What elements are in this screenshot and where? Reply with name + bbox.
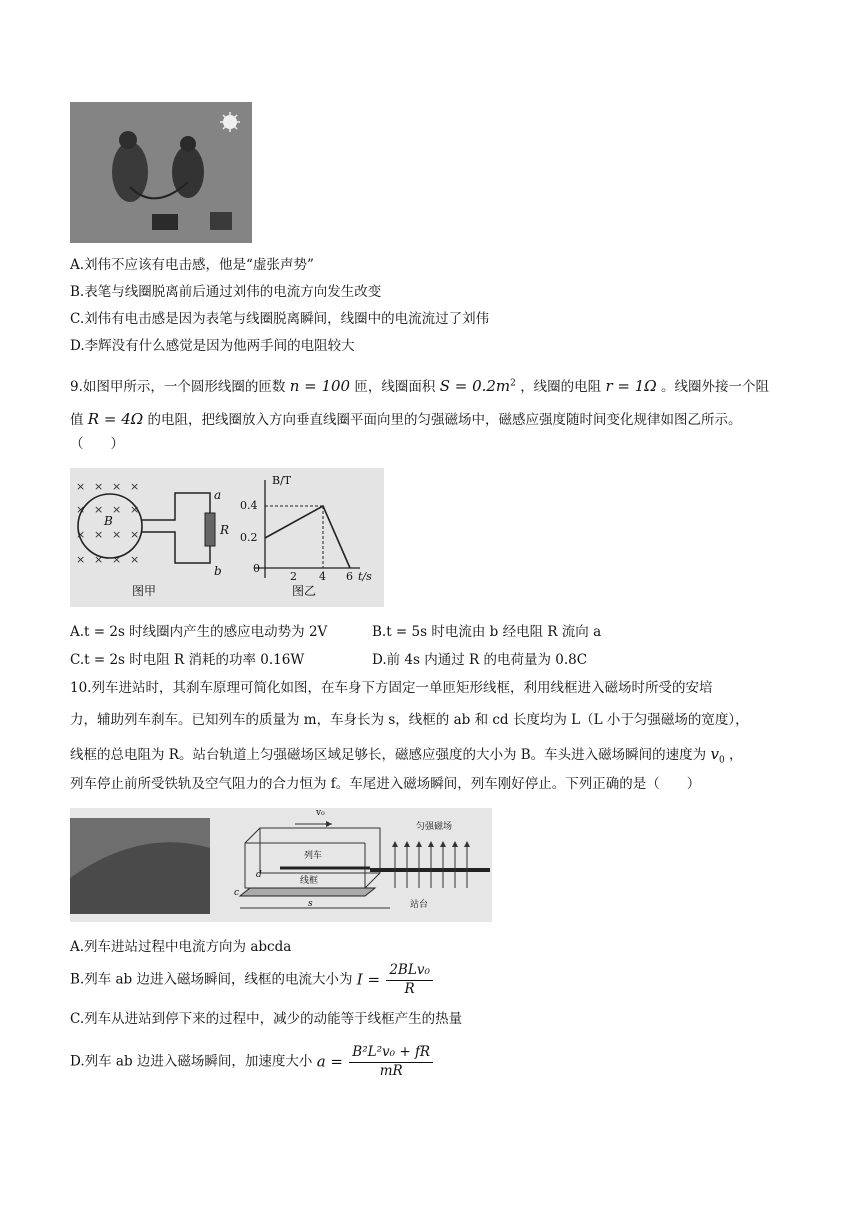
- svg-text:×: ×: [112, 480, 122, 493]
- svg-text:×: ×: [130, 480, 140, 493]
- svg-text:×: ×: [130, 553, 140, 566]
- q9-fig-caption-b: 图乙: [292, 584, 317, 598]
- svg-text:×: ×: [112, 503, 122, 516]
- q10-option-b-numerator: 2BLv₀: [386, 962, 433, 981]
- q10-fig-label-train: 列车: [304, 851, 323, 861]
- q9-graph-ylabel: B/T: [272, 474, 292, 487]
- q9-stem-line2: [70, 410, 741, 430]
- q9-stem-text-2: 匝，线圈面积: [354, 379, 436, 395]
- q10-fig-label-frame: 线框: [300, 876, 319, 886]
- q10-fig-label-field: 匀强磁场: [416, 822, 453, 832]
- q10-option-d-denominator: mR: [379, 1062, 403, 1079]
- q9-fig-label-a: a: [214, 488, 222, 502]
- svg-text:×: ×: [112, 553, 122, 566]
- q10-option-d-text: D.列车 ab 边进入磁场瞬间，加速度大小: [70, 1053, 313, 1070]
- svg-text:×: ×: [76, 553, 86, 566]
- q10-option-b-fraction: [386, 962, 433, 998]
- svg-text:×: ×: [76, 503, 86, 516]
- q10-option-c: C.列车从进站到停下来的过程中，减少的动能等于线框产生的热量: [70, 1011, 463, 1027]
- q10-fig-label-c: c: [234, 888, 240, 898]
- q9-graph-xtick-2: 2: [290, 570, 297, 583]
- q10-option-b-denominator: R: [404, 980, 415, 997]
- q10-fig-label-s: s: [308, 899, 313, 909]
- q9-stem-text-5: 值: [70, 412, 84, 428]
- q10-option-b-lhs: I =: [356, 970, 381, 989]
- q10-v0-sub: 0: [718, 755, 725, 766]
- q8-option-a: A.刘伟不应该有电击感，他是“虚张声势”: [70, 257, 314, 273]
- svg-text:×: ×: [130, 503, 140, 516]
- q10-stem-line2: 力，辅助列车刹车。已知列车的质量为 m，车身长为 s，线框的 ab 和 cd 长度均为 L（L 小于匀强磁场的宽度），: [70, 712, 749, 728]
- q8-photo: [70, 102, 252, 243]
- q9-r-expr: r = 1Ω: [605, 377, 657, 395]
- q9-figure: [70, 468, 384, 607]
- svg-text:×: ×: [94, 480, 104, 493]
- q9-graph-ytick-0: 0: [253, 562, 260, 575]
- q9-fig-label-b: b: [214, 564, 222, 578]
- q9-option-a: A.t = 2s 时线圈内产生的感应电动势为 2V: [70, 624, 328, 640]
- q10-v0: v: [710, 745, 719, 763]
- q9-bracket: （ ）: [70, 436, 124, 452]
- q9-option-b: B.t = 5s 时电流由 b 经电阻 R 流向 a: [372, 624, 602, 640]
- svg-text:×: ×: [130, 528, 140, 541]
- q10-stem-line3: [70, 745, 742, 767]
- q9-s-expr: S = 0.2m: [439, 377, 511, 395]
- q10-option-d-fraction: [349, 1044, 433, 1080]
- q10-figure: [70, 808, 492, 922]
- q9-n-expr: n = 100: [289, 377, 351, 395]
- q10-option-d-lhs: a =: [316, 1052, 343, 1071]
- q9-graph-xtick-4: 4: [319, 570, 326, 583]
- q9-s-sup: 2: [510, 378, 516, 389]
- q9-graph-ytick-04: 0.4: [240, 499, 258, 512]
- q9-graph-xtick-6: 6: [346, 570, 353, 583]
- q9-fig-label-R: R: [220, 523, 230, 537]
- q10-fig-label-v0: v₀: [316, 808, 325, 818]
- q9-R-expr: R = 4Ω: [87, 410, 144, 428]
- q10-stem-line1: 10.列车进站时，其刹车原理可简化如图，在车身下方固定一单匝矩形线框，利用线框进入磁场时所受的安培: [70, 680, 713, 696]
- q10-stem-text-3a: 线框的总电阻为 R。站台轨道上匀强磁场区域足够长，磁感应强度的大小为 B。车头进入磁场瞬间的速度为: [70, 747, 707, 763]
- q10-option-a: A.列车进站过程中电流方向为 abcda: [70, 939, 292, 955]
- q8-option-b: B.表笔与线圈脱离前后通过刘伟的电流方向发生改变: [70, 284, 382, 300]
- q10-fig-label-platform: 站台: [410, 900, 429, 910]
- q9-stem-text-3: ，线圈的电阻: [520, 379, 602, 395]
- q10-stem-line4: 列车停止前所受铁轨及空气阻力的合力恒为 f。车尾进入磁场瞬间，列车刚好停止。下列正确的是（ ）: [70, 776, 701, 792]
- q9-stem-line1: [70, 377, 769, 397]
- svg-text:×: ×: [112, 528, 122, 541]
- q9-fig-caption-a: 图甲: [132, 584, 157, 598]
- q8-photo-illustration: [70, 102, 252, 243]
- q9-option-d: D.前 4s 内通过 R 的电荷量为 0.8C: [372, 652, 588, 668]
- svg-text:×: ×: [94, 553, 104, 566]
- svg-text:×: ×: [94, 503, 104, 516]
- svg-text:×: ×: [94, 528, 104, 541]
- q9-graph-ytick-02: 0.2: [240, 531, 258, 544]
- q10-option-b-text: B.列车 ab 边进入磁场瞬间，线框的电流大小为: [70, 971, 353, 988]
- q8-option-c: C.刘伟有电击感是因为表笔与线圈脱离瞬间，线圈中的电流流过了刘伟: [70, 311, 490, 327]
- q10-option-d: [70, 1044, 433, 1080]
- svg-text:×: ×: [76, 528, 86, 541]
- q10-option-d-numerator: B²L²v₀ + fR: [349, 1044, 433, 1063]
- q9-stem-text-1: 9.如图甲所示，一个圆形线圈的匝数: [70, 379, 286, 395]
- q9-fig-label-B: B: [104, 514, 113, 528]
- svg-text:×: ×: [76, 480, 86, 493]
- q9-option-c: C.t = 2s 时电阻 R 消耗的功率 0.16W: [70, 652, 305, 668]
- q9-graph-xlabel: t/s: [358, 570, 372, 583]
- q8-option-d: D.李辉没有什么感觉是因为他两手间的电阻较大: [70, 338, 355, 354]
- q10-fig-label-d: d: [256, 870, 262, 880]
- q10-option-b: [70, 962, 433, 998]
- q9-stem-text-6: 的电阻，把线圈放入方向垂直线圈平面向里的匀强磁场中，磁感应强度随时间变化规律如图乙所示。: [147, 412, 742, 428]
- q10-stem-text-3b: ，: [728, 747, 743, 763]
- q9-stem-text-4: 。线圈外接一个阻: [661, 379, 770, 395]
